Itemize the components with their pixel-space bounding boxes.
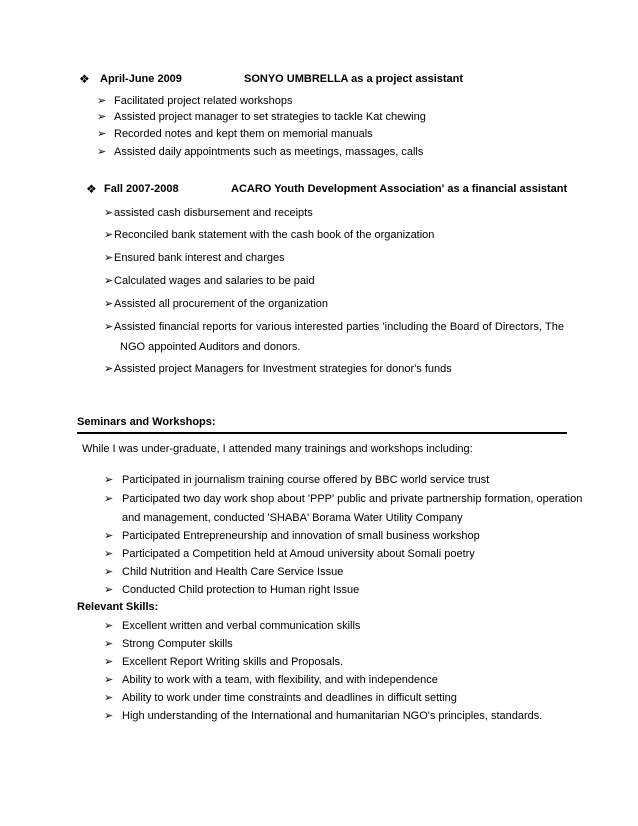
seminar-item: Conducted Child protection to Human right Issue (122, 584, 360, 596)
skill-item: Ability to work under time constraints and deadlines in difficult setting (122, 692, 457, 704)
seminar-item: Participated a Competition held at Amoud university about Somali poetry (122, 548, 475, 560)
seminar-item: Participated two day work shop about 'PPP' public and private partnership formation, operation (122, 493, 583, 505)
diamond-bullet-icon: ❖ (86, 182, 97, 196)
job2-item: Ensured bank interest and charges (114, 252, 285, 264)
job2-item: Assisted project Managers for Investment strategies for donor's funds (114, 363, 452, 375)
job2-item: Reconciled bank statement with the cash book of the organization (114, 229, 435, 241)
arrow-bullet-icon: ➢ (97, 146, 107, 158)
arrow-bullet-icon: ➢ (104, 692, 114, 704)
arrow-bullet-icon: ➢ (104, 474, 114, 486)
arrow-bullet-icon: ➢ (104, 229, 114, 241)
arrow-bullet-icon: ➢ (104, 275, 114, 287)
arrow-bullet-icon: ➢ (104, 710, 114, 722)
skill-item: High understanding of the International and humanitarian NGO's principles, standards. (122, 710, 543, 722)
seminars-intro: While I was under-graduate, I attended many trainings and workshops including: (82, 443, 473, 455)
arrow-bullet-icon: ➢ (104, 298, 114, 310)
arrow-bullet-icon: ➢ (104, 493, 114, 505)
job1-item: Assisted daily appointments such as meetings, massages, calls (114, 146, 424, 158)
skill-item: Excellent written and verbal communication skills (122, 620, 361, 632)
arrow-bullet-icon: ➢ (97, 95, 107, 107)
job2-date: Fall 2007-2008 (104, 183, 179, 195)
arrow-bullet-icon: ➢ (104, 363, 114, 375)
section-divider (77, 432, 567, 434)
skill-item: Ability to work with a team, with flexibility, and with independence (122, 674, 438, 686)
seminar-item-continued: and management, conducted 'SHABA' Borama Water Utility Company (122, 512, 463, 524)
arrow-bullet-icon: ➢ (104, 566, 114, 578)
arrow-bullet-icon: ➢ (104, 584, 114, 596)
job1-date: April-June 2009 (100, 73, 182, 85)
section-heading: Relevant Skills: (77, 601, 159, 613)
job1-item: Facilitated project related workshops (114, 95, 293, 107)
arrow-bullet-icon: ➢ (104, 530, 114, 542)
arrow-bullet-icon: ➢ (104, 638, 114, 650)
job2-item: Assisted financial reports for various interested parties 'including the Board of Directors, The (114, 321, 564, 333)
arrow-bullet-icon: ➢ (104, 656, 114, 668)
arrow-bullet-icon: ➢ (104, 548, 114, 560)
seminar-item: Child Nutrition and Health Care Service Issue (122, 566, 344, 578)
job2-item: Assisted all procurement of the organization (114, 298, 329, 310)
section-heading: Seminars and Workshops: (77, 416, 216, 428)
arrow-bullet-icon: ➢ (104, 620, 114, 632)
seminar-item: Participated Entrepreneurship and innovation of small business workshop (122, 530, 480, 542)
skill-item: Excellent Report Writing skills and Proposals. (122, 656, 344, 668)
diamond-bullet-icon: ❖ (79, 72, 90, 86)
job2-role: ACARO Youth Development Association' as a financial assistant (231, 183, 568, 195)
arrow-bullet-icon: ➢ (104, 321, 114, 333)
job1-role: SONYO UMBRELLA as a project assistant (244, 73, 464, 85)
job1-item: Recorded notes and kept them on memorial manuals (114, 128, 373, 140)
arrow-bullet-icon: ➢ (104, 674, 114, 686)
job1-item: Assisted project manager to set strategies to tackle Kat chewing (114, 111, 426, 123)
arrow-bullet-icon: ➢ (104, 207, 114, 219)
arrow-bullet-icon: ➢ (104, 252, 114, 264)
skill-item: Strong Computer skills (122, 638, 233, 650)
seminar-item: Participated in journalism training course offered by BBC world service trust (122, 474, 490, 486)
job2-item: assisted cash disbursement and receipts (114, 207, 313, 219)
arrow-bullet-icon: ➢ (97, 128, 107, 140)
job2-item-continued: NGO appointed Auditors and donors. (120, 341, 301, 353)
job2-item: Calculated wages and salaries to be paid (114, 275, 315, 287)
arrow-bullet-icon: ➢ (97, 111, 107, 123)
